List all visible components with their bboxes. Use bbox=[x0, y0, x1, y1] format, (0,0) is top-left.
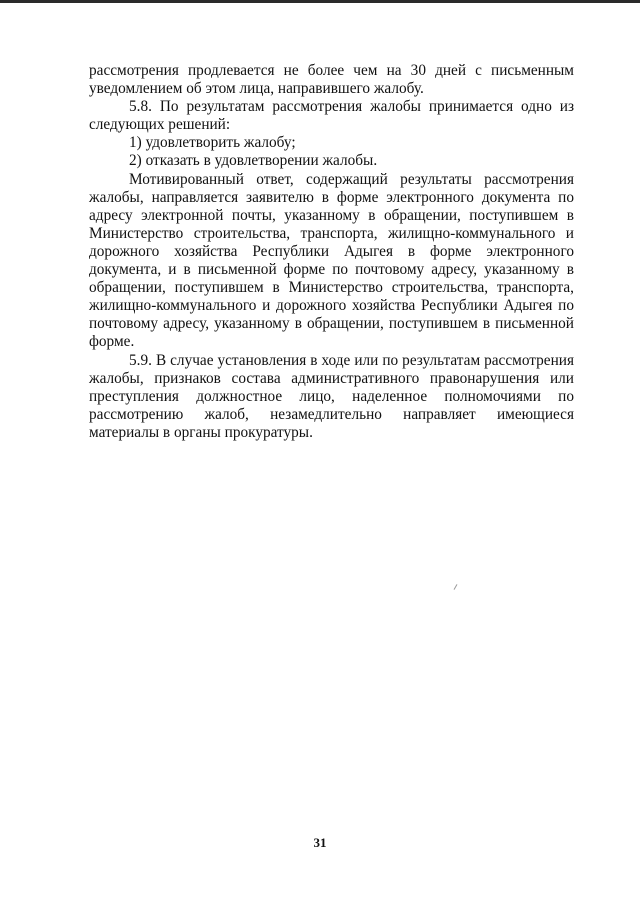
paragraph-reasoned-answer: Мотивированный ответ, содержащий результаты рассмотрения жалобы, направляется заявителю в форме электронного документа по адресу электронной почты, указанному в обращении, поступившем в Министерство строительства, транспорта, жилищно-коммунального и дорожного хозяйства Республики Адыгея в форме электронного документа, и в письменной форме по почтовому адресу, указанному в обращении, поступившем в Министерство строительства, транспорта, жилищно-коммунального и дорожного хозяйства Республики Адыгея по почтовому адресу, указанному в обращении, поступившем в письменной форме. bbox=[89, 170, 574, 351]
decision-item-2: 2) отказать в удовлетворении жалобы. bbox=[129, 152, 378, 170]
paragraph-review-extension: рассмотрения продлевается не более чем на 30 дней с письменным уведомлением об этом лица, направившего жалобу. bbox=[89, 62, 574, 98]
document-body bbox=[89, 62, 574, 442]
paragraph-5-8: 5.8. По результатам рассмотрения жалобы принимается одно из следующих решений: bbox=[89, 98, 574, 134]
decision-item-1: 1) удовлетворить жалобу; bbox=[129, 134, 296, 152]
scan-top-edge bbox=[0, 0, 640, 3]
scan-speck bbox=[454, 584, 458, 590]
paragraph-5-9: 5.9. В случае установления в ходе или по результатам рассмотрения жалобы, признаков состава административного правонарушения или преступления должностное лицо, наделенное полномочиями по рассмотрению жалоб, незамедлительно направляет имеющиеся материалы в органы прокуратуры. bbox=[89, 351, 574, 441]
page-number: 31 bbox=[313, 835, 327, 850]
